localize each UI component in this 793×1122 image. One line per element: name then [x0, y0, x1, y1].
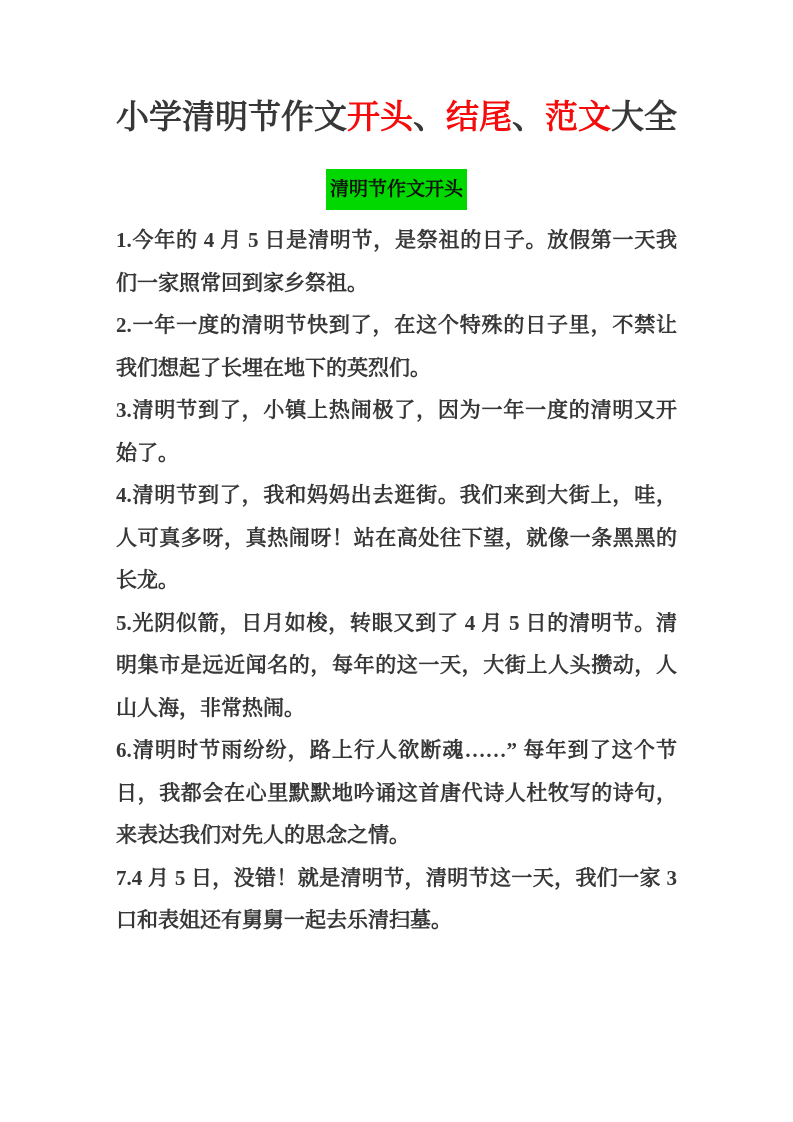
title-segment-red: 结尾	[446, 98, 512, 135]
paragraph: 1.今年的 4 月 5 日是清明节，是祭祖的日子。放假第一天我们一家照常回到家乡祭祖。	[116, 228, 677, 295]
paragraph: 6.清明时节雨纷纷，路上行人欲断魂……” 每年到了这个节日，我都会在心里默默地吟诵这首唐代诗人杜牧写的诗句，来表达我们对先人的思念之情。	[116, 738, 677, 847]
title-segment: 大全	[611, 98, 677, 135]
title-segment-red: 开头	[347, 98, 413, 135]
section-header-row	[116, 169, 677, 210]
page-title	[116, 95, 677, 139]
section-header-highlighted: 清明节作文开头	[326, 169, 467, 210]
title-segment: 、	[512, 98, 545, 135]
document-content	[116, 0, 677, 942]
paragraph: 2.一年一度的清明节快到了，在这个特殊的日子里，不禁让我们想起了长埋在地下的英烈们。	[116, 313, 677, 380]
title-segment: 、	[413, 98, 446, 135]
paragraph: 4.清明节到了，我和妈妈出去逛街。我们来到大街上，哇，人可真多呀，真热闹呀！站在高处往下望，就像一条黑黑的长龙。	[116, 483, 677, 592]
paragraph-list	[116, 219, 677, 942]
title-segment: 小学清明节作文	[116, 98, 347, 135]
paragraph: 7.4 月 5 日，没错！就是清明节，清明节这一天，我们一家 3 口和表姐还有舅舅一起去乐清扫墓。	[116, 865, 677, 932]
title-segment-red: 范文	[545, 98, 611, 135]
paragraph: 5.光阴似箭，日月如梭，转眼又到了 4 月 5 日的清明节。清明集市是远近闻名的，每年的这一天，大街上人头攒动，人山人海，非常热闹。	[116, 610, 677, 720]
paragraph: 3.清明节到了，小镇上热闹极了，因为一年一度的清明又开始了。	[116, 398, 677, 465]
